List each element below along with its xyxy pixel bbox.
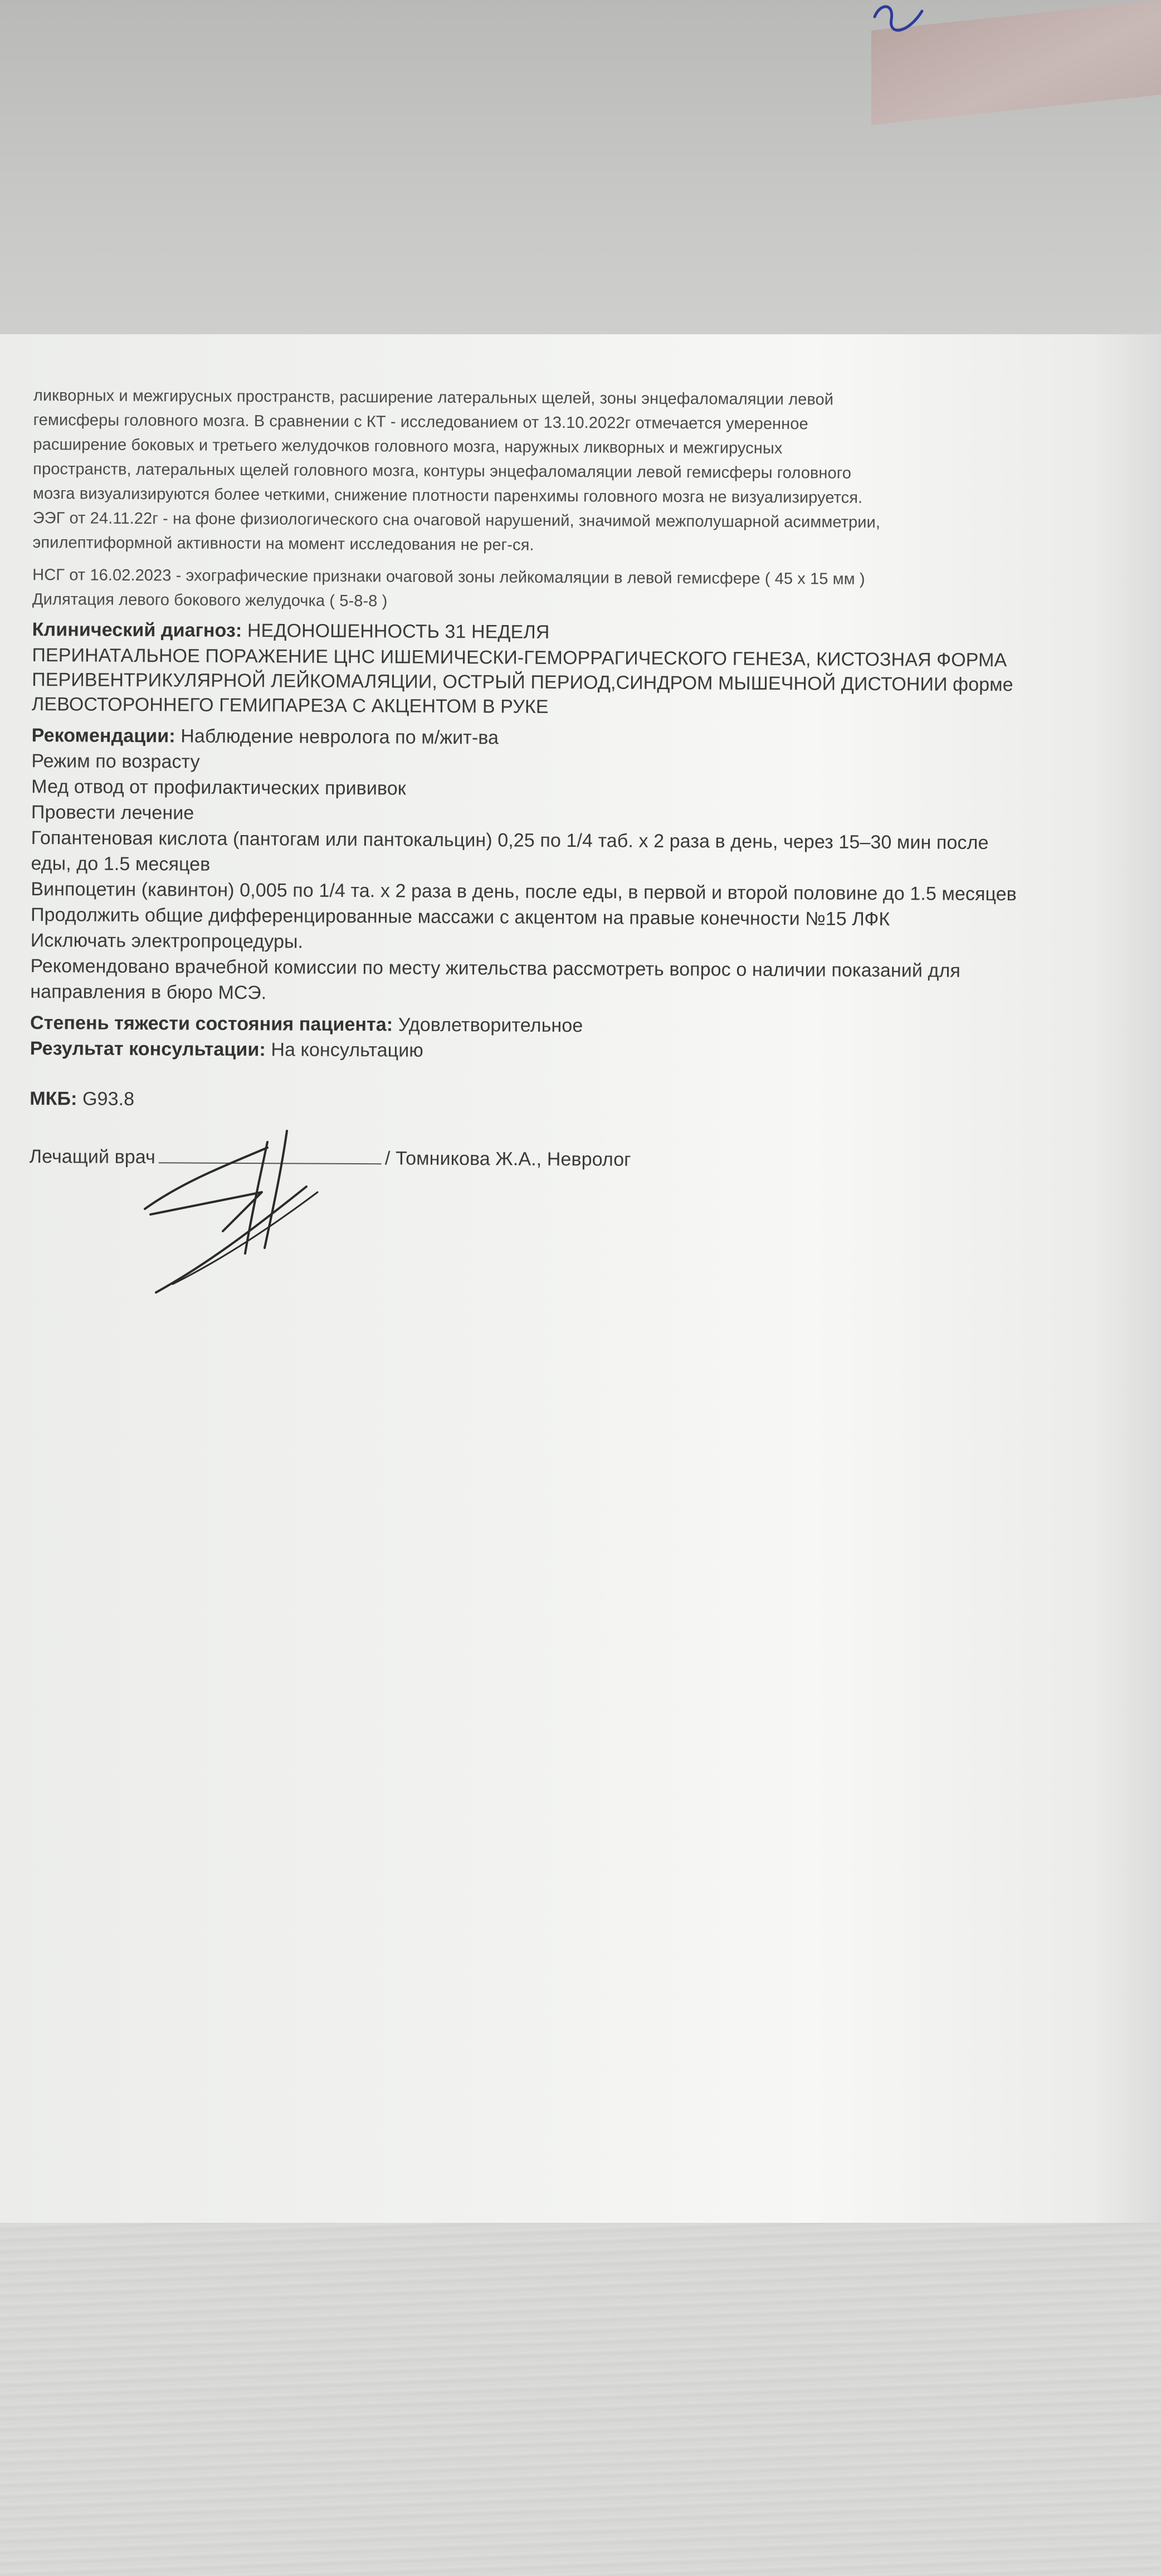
result-label: Результат консультации: bbox=[30, 1037, 266, 1061]
doctor-name: / Томникова Ж.А., Невролог bbox=[384, 1148, 631, 1170]
diagnosis-value: НЕДОНОШЕННОСТЬ 31 НЕДЕЛЯ bbox=[242, 619, 550, 643]
recommendation-line-2: Мед отвод от профилактических прививок bbox=[31, 775, 406, 799]
recommendation-line-6: Винпоцетин (кавинтон) 0,005 по 1/4 та. х 2 раза в день, после еды, в первой и второй половине до 1.5 месяцев bbox=[31, 878, 1017, 905]
recommendations-value: Наблюдение невролога по м/жит-ва bbox=[175, 725, 499, 749]
recommendation-line-8: Исключать электропроцедуры. bbox=[30, 929, 304, 953]
recommendations-label: Рекомендации: bbox=[31, 724, 175, 747]
mkb-row bbox=[30, 1087, 134, 1110]
recommendation-line-7: Продолжить общие дифференцированные массажи с акцентом на правые конечности №15 ЛФК bbox=[30, 904, 890, 930]
findings-line-6: ЭЭГ от 24.11.22г - на фоне физиологического сна очаговой нарушений, значимой межполушарной асимметрии, bbox=[32, 509, 881, 531]
findings-line-4: пространств, латеральных щелей головного мозга, контуры энцефаломаляции левой гемисферы головного bbox=[33, 460, 852, 482]
recommendation-line-10: направления в бюро МСЭ. bbox=[30, 980, 267, 1004]
recommendation-line-5: еды, до 1.5 месяцев bbox=[31, 852, 211, 875]
result-value: На консультацию bbox=[265, 1039, 424, 1061]
findings-line-2: гемисферы головного мозга. В сравнении с КТ - исследованием от 13.10.2022г отмечается умеренное bbox=[33, 411, 808, 433]
diagnosis-line-3: ЛЕВОСТОРОННЕГО ГЕМИПАРЕЗА С АКЦЕНТОМ В РУКЕ bbox=[31, 693, 549, 718]
paper-shadow bbox=[1094, 334, 1161, 2228]
diagnosis-heading bbox=[32, 618, 550, 643]
pen-scribble-mark bbox=[869, 0, 930, 39]
severity-label: Степень тяжести состояния пациента: bbox=[30, 1012, 393, 1036]
handwritten-signature bbox=[139, 1125, 351, 1309]
recommendations-heading bbox=[32, 724, 499, 749]
mkb-label: МКБ: bbox=[30, 1087, 77, 1110]
recommendation-line-3: Провести лечение bbox=[31, 801, 194, 824]
findings-line-9: Дилятация левого бокового желудочка ( 5-8-8 ) bbox=[32, 590, 388, 611]
recommendation-line-1: Режим по возрасту bbox=[31, 750, 200, 773]
findings-line-7: эпилептиформной активности на момент исследования не рег-ся. bbox=[32, 533, 534, 554]
severity-value: Удовлетворительное bbox=[393, 1014, 583, 1037]
result-row bbox=[30, 1037, 423, 1062]
recommendation-line-9: Рекомендовано врачебной комиссии по месту жительства рассмотреть вопрос о наличии показаний для bbox=[30, 955, 961, 982]
diagnosis-line-1: ПЕРИНАТАЛЬНОЕ ПОРАЖЕНИЕ ЦНС ИШЕМИЧЕСКИ-ГЕМОРРАГИЧЕСКОГО ГЕНЕЗА, КИСТОЗНАЯ ФОРМА bbox=[32, 644, 1007, 671]
background-surface-bottom bbox=[0, 2223, 1161, 2576]
severity-row bbox=[30, 1012, 583, 1037]
findings-line-3: расширение боковых и третьего желудочков головного мозга, наружных ликворных и межгирусных bbox=[33, 435, 783, 458]
mkb-value: G93.8 bbox=[77, 1088, 135, 1110]
recommendation-line-4: Гопантеновая кислота (пантогам или пантокальцин) 0,25 по 1/4 таб. х 2 раза в день, через 15–30 мин после bbox=[31, 827, 989, 853]
findings-line-5: мозга визуализируются более четкими, снижение плотности паренхимы головного мозга не визуализируется. bbox=[32, 484, 863, 507]
findings-line-1: ликворных и межгирусных пространств, расширение латеральных щелей, зоны энцефаломаляции левой bbox=[33, 386, 834, 409]
diagnosis-label: Клинический диагноз: bbox=[32, 618, 242, 641]
diagnosis-line-2: ПЕРИВЕНТРИКУЛЯРНОЙ ЛЕЙКОМАЛЯЦИИ, ОСТРЫЙ ПЕРИОД,СИНДРОМ МЫШЕЧНОЙ ДИСТОНИИ форме bbox=[32, 669, 1013, 696]
doctor-label: Лечащий врач bbox=[29, 1145, 156, 1168]
findings-line-8: НСГ от 16.02.2023 - эхографические признаки очаговой зоны лейкомаляции в левой гемисфере ( 45 х 15 мм ) bbox=[32, 565, 865, 588]
